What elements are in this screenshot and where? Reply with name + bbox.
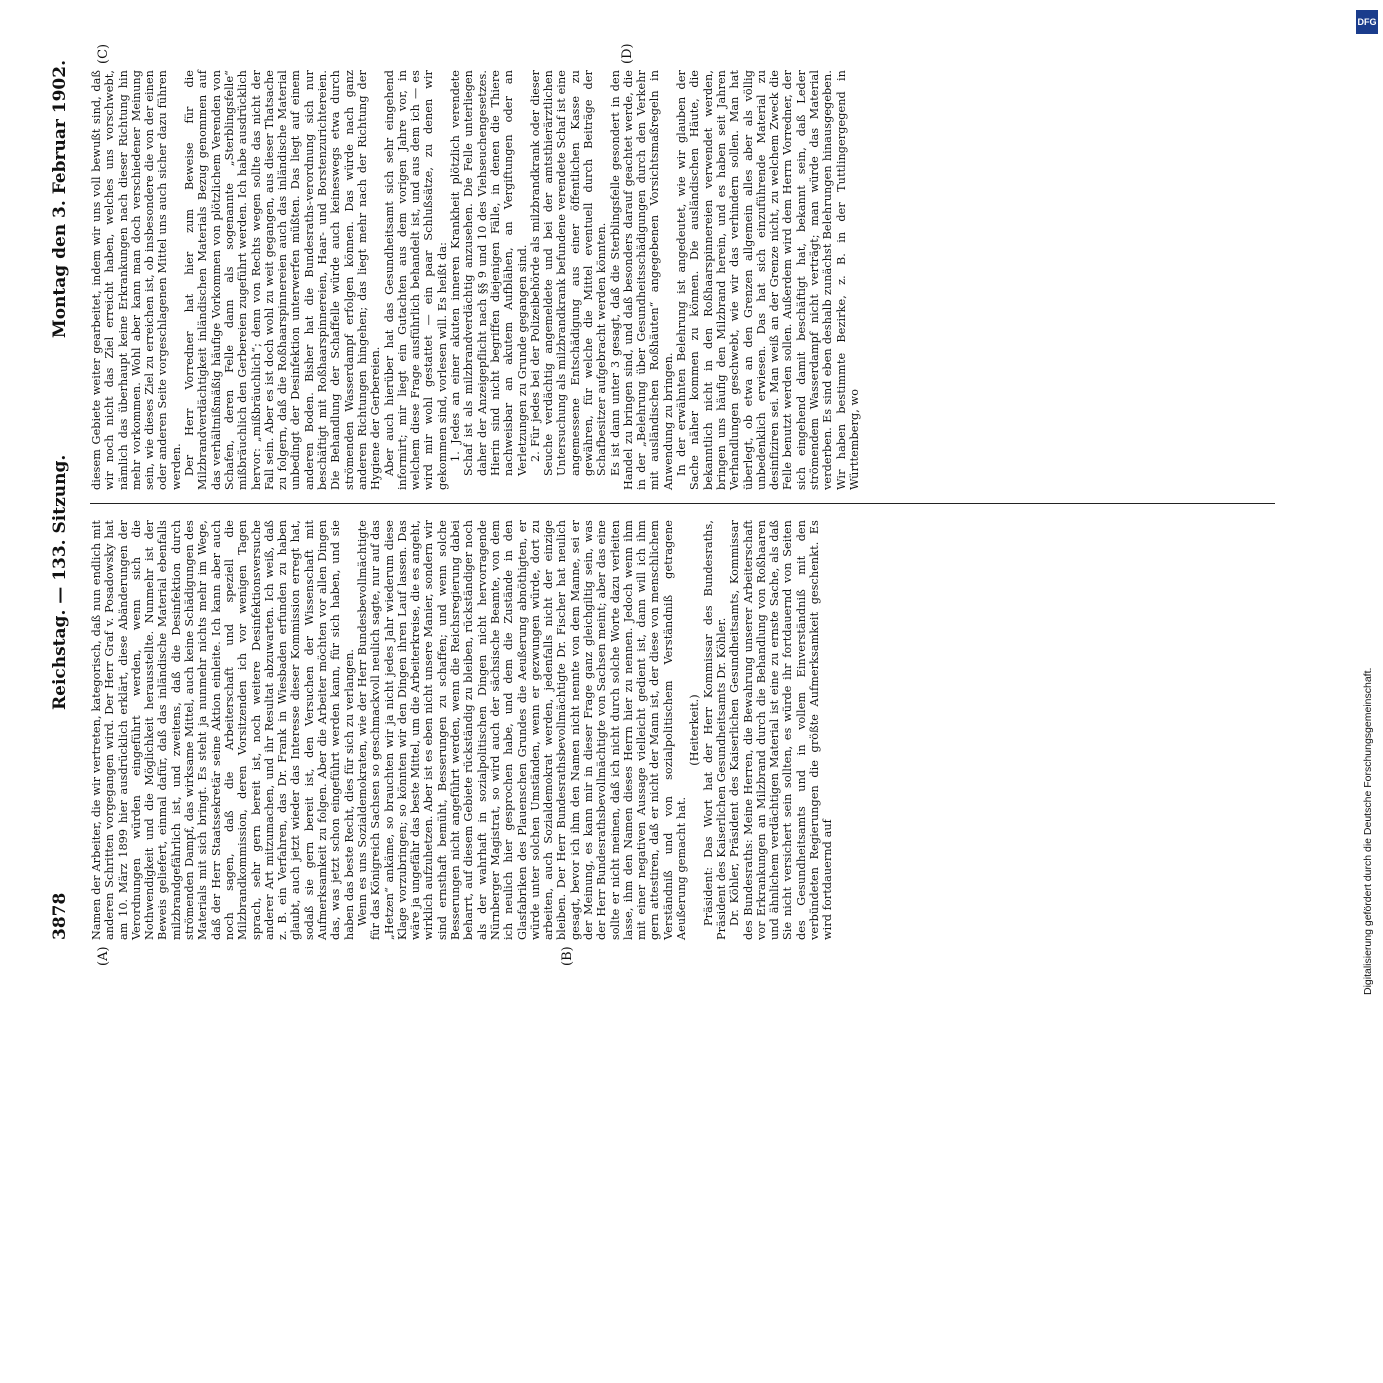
header-session: Reichstag. — 133. Sitzung. (50, 454, 70, 710)
margin-marker-a: (A) (96, 946, 111, 966)
paragraph: In der erwähnten Belehrung ist angedeutet, wie wir glauben der Sache näher kommen zu können. Die ausländischen Häute, die bekanntlich nicht in den Roßhaarspinnereien verwendet werden, bringen uns häufig den Milzbrand herein, und es haben seit Jahren Verhandlungen geschwebt, wie wir das verhindern sollen. Man hat überlegt, ob etwa an den Grenzen allgemein alles aber als völlig unbedenklich erwiesen. Das hat sich einzuführende Material zu desinfiziren sei. Man weiß an der Grenze nicht, zu welchem Zweck die Felle benutzt werden sollen. Außerdem wird dem Herrn Vorredner, der sich eingehend damit beschäftigt hat, bekannt sein, daß Leder strömendem Wasserdampf nicht verträgt; man würde das Material verderben. Es sind eben deshalb zunächst Belehrungen hinausgegeben. Wir haben bestimmte Bezirke, z. B. in der Tuttlingergegend in Württemberg, wo (675, 70, 861, 490)
paragraph: Der Herr Vorredner hat hier zum Beweise für die Milzbrandverdächtigkeit inländischen Materials Bezug genommen auf das verhältnißmäßig häufige Vorkommen von plötzlichem Verenden von Schafen, deren Felle dann als sogenannte „Sterblingsfelle“ mißbräuchlich den Gerbereien zugeführt werden. Ich habe ausdrücklich hervor: „mißbräuchlich“; denn von Rechts wegen sollte das nicht der Fall sein. Aber es ist doch wohl zu weit gegangen, aus dieser Thatsache zu folgern, daß die Roßhaarspinnereien auch das inländische Material unbedingt der Desinfektion unterwerfen müßten. Das liegt auf einem anderen Boden. Bisher hat die Bundesraths-verordnung sich nur beschäftigt mit Roßhaarspinnereien, Haar- und Borstenzurichtereien. Die Behandlung der Schaffelle würde auch keineswegs etwa durch strömenden Wasserdampf erfolgen können. Das würde nach ganz anderen Richtungen hingehen; das liegt mehr nach der Richtung der Hygiene der Gerbereien. (183, 70, 383, 490)
dfg-logo: DFG (1356, 10, 1378, 34)
right-text-column (90, 70, 1270, 490)
margin-marker-b: (B) (560, 946, 575, 966)
paragraph: Namen der Arbeiter, die wir vertreten, kategorisch, daß nun endlich mit anderen Schritten vorgegangen wird. Der Herr Graf v. Posadowsky hat am 10. März 1899 hier ausdrücklich erklärt, diese Abänderungen der Verordnungen würden eingeführt werden, wenn sich die Nothwendigkeit und die Möglichkeit herausstellte. Nunmehr ist der Beweis geliefert, einmal dafür, daß das inländische Material ebenfalls milzbrandgefährlich ist, und zweitens, daß die Desinfektion durch strömenden Dampf, das wirksame Mittel, auch keine Schädigungen des Materials mit sich bringt. Es steht ja nunmehr nichts mehr im Wege, daß der Herr Staatssekretär seine Aktion einleite. Ich kann aber auch noch sagen, daß die Arbeiterschaft und speziell die Milzbrandkommission, deren Vorsitzenden ich vor wenigen Tagen sprach, sehr gern bereit ist, noch weitere Desinfektionsversuche anderer Art mitzumachen, und ihr Resultat abzuwarten. Ich weiß, daß z. B. ein Verfahren, das Dr. Frank in Wiesbaden erfunden zu haben glaubt, auch jetzt wieder das Interesse dieser Kommission erregt hat, sodaß sie gern bereit ist, den Versuchen der Wissenschaft mit Aufmerksamkeit zu folgen. Aber die Arbeiter möchten vor allen Dingen das, was jetzt schon eingeführt werden kann, für sich haben, und sie haben das beste Recht, dies für sich zu verlangen. (90, 520, 356, 940)
margin-marker-d: (D) (620, 43, 635, 64)
paragraph: Aber auch hierüber hat das Gesundheitsamt sich sehr eingehend informirt; mir liegt ein Gutachten aus dem vorigen Jahre vor, in welchem diese Frage ausführlich behandelt ist, und aus dem ich — es wird mir wohl gestattet — ein paar Schlußsätze, zu denen wir gekommen sind, vorlesen will. Es heißt da: (382, 70, 449, 490)
margin-marker-c: (C) (96, 43, 111, 64)
page-header (50, 60, 80, 940)
paragraph: 1. Jedes an einer akuten inneren Krankheit plötzlich verendete Schaf ist als milzbrandverdächtig anzusehen. Die Felle unterliegen daher der Anzeigepflicht nach §§ 9 und 10 des Viehseuchengesetzes. Hierin sind nicht begriffen diejenigen Fälle, in denen die Thiere nachweisbar an akutem Aufblähen, an Vergiftungen oder an Verletzungen zu Grunde gegangen sind. (449, 70, 529, 476)
paragraph: diesem Gebiete weiter gearbeitet, indem wir uns voll bewußt sind, daß wir noch nicht das Ziel erreicht haben, welches uns vorschwebt, nämlich das überhaupt keine Erkrankungen nach dieser Richtung hin mehr vorkommen. Wohl aber kann man doch verschiedener Meinung sein, wie dieses Ziel zu erreichen ist, ob insbesondere die von der einen oder anderen Seite vorgeschlagenen Mittel uns auch sicher dazu führen werden. (90, 70, 183, 490)
left-text-column (90, 520, 940, 940)
paragraph: Es ist dann unter 3 gesagt, daß die Sterblingsfelle gesondert in den Handel zu bringen sind, und daß besonders darauf geachtet werde, die in der „Belehrung über Gesundheitsschädigungen durch den Verkehr mit ausländischen Roßhäuten“ angegebenen Vorsichtsmaßregeln in Anwendung zu bringen. (608, 70, 675, 490)
digitization-credit: Digitalisierung gefördert durch die Deutsche Forschungsgemeinschaft. (1362, 667, 1374, 995)
paragraph: Wenn es uns Sozialdemokraten, wie der Herr Bundesbevollmächtigte für das Königreich Sachsen so geschmackvoll neulich sagte, nur auf das „Hetzen“ ankäme, so brauchten wir ja nicht jedes Jahr wiederum diese Klage vorzubringen; so könnten wir den Dingen ihren Lauf lassen. Das wäre ja ungefähr das beste Mittel, um die Arbeiterkreise, die es angeht, wirklich aufzuhetzen. Aber ist es eben nicht unsere Manier, sondern wir sind ernsthaft bemüht, Besserungen zu schaffen; und wenn solche Besserungen nicht angeführt werden, wenn die Reichsregierung dabei beharrt, auf diesem Gebiete rückständig zu bleiben, rückständiger noch als der wahrhaft in sozialpolitischen Dingen nicht hervorragende Nürnberger Magistrat, so wird auch der sächsische Beamte, von dem ich neulich hier gesprochen habe, und dem die Zustände in den Glasfabriken des Plauenschen Grundes die Aeußerung abnöthigten, er würde unter solchen Umständen, wenn er gezwungen würde, dort zu arbeiten, auch Sozialdemokrat werden, jedenfalls nicht der einzige bleiben. Der Herr Bundesrathsbevollmächtigte Dr. Fischer hat neulich gesagt, bevor ich ihm den Namen nicht nennte von dem Manne, sei er der Meinung, es kann mir in dieser Frage ganz gleichgiltig sein, was der Herr Bundesrathsbevollmächtigte von Sachsen meint; aber das eine sollte er nicht meinen, daß ich nicht durch solche Worte dazu verleiten lasse, ihm den Namen dieses Herrn hier zu nennen. Jedoch wenn ihm mit einer negativen Aussage vielleicht gedient ist, dann will ich ihm gern attestiren, daß er nicht der Mann ist, der diese von menschlichem Verständniß und von sozialpolitischem Verständniß getragene Aeußerung gemacht hat. (355, 520, 689, 940)
paragraph: 2. Für jedes bei der Polizeibehörde als milzbrandkrank oder dieser Seuche verdächtig angemeldete und bei der amtsthierärztlichen Untersuchung als milzbrandkrank befundene verendete Schaf ist eine angemessene Entschädigung aus einer öffentlichen Kasse zu gewähren, für welche die Mittel eventuell durch Beiträge der Schafbesitzer aufgebracht werden könnten. (528, 70, 609, 476)
page-number: 3878 (50, 892, 70, 940)
paragraph: (Heiterkeit.) (688, 694, 702, 766)
header-date: Montag den 3. Februar 1902. (50, 60, 70, 339)
paragraph: Dr. Köhler, Präsident des Kaiserlichen Gesundheitsamts, Kommissar des Bundesraths: Meine Herren, die Bewahrung unserer Arbeiterschaft vor Erkrankungen an Milzbrand durch die Behandlung von Roßhaaren und ähnlichem verdächtigen Material ist eine zu ernste Sache, als daß Sie nicht versichert sein sollten, es würde ihr fortdauernd von Seiten des Gesundheitsamts und in vollem Einverständniß mit den verbündeten Regierungen die größte Aufmerksamkeit geschenkt. Es wird fortdauernd auf (728, 520, 835, 940)
paragraph: Präsident: Das Wort hat der Herr Kommissar des Bundesraths, Präsident des Kaiserlichen Gesundheitsamts Dr. Köhler. (701, 520, 728, 940)
column-divider (90, 503, 1275, 504)
